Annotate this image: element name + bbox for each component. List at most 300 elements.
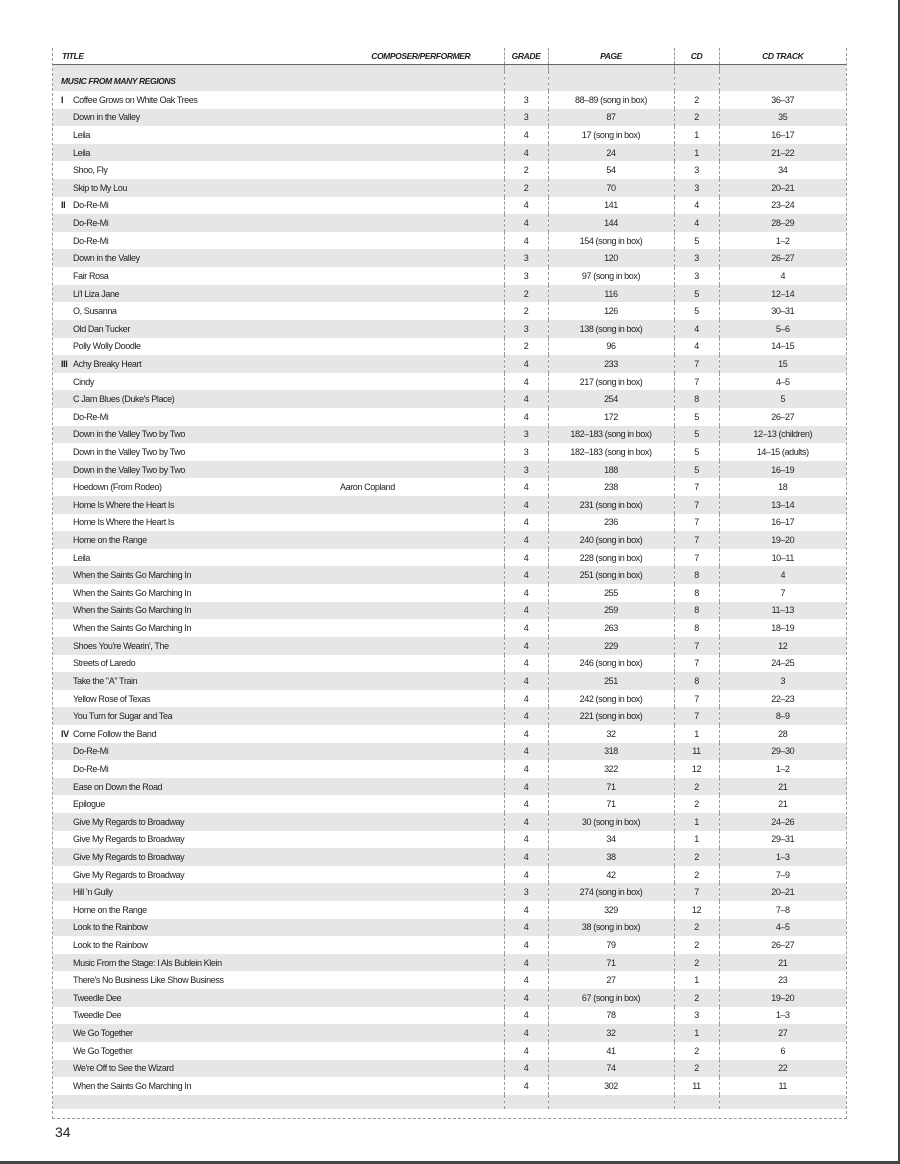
- table-row: [53, 91, 846, 109]
- song-title: C Jam Blues (Duke's Place): [73, 394, 175, 405]
- col-header-composer: COMPOSER/PERFORMER: [338, 48, 504, 65]
- unit-label: IV: [61, 728, 69, 739]
- grade-cell: 4: [504, 496, 548, 514]
- title-cell: [53, 760, 338, 778]
- table-row: [53, 619, 846, 637]
- page-cell: 67 (song in box): [548, 989, 674, 1007]
- song-title: Give My Regards to Broadway: [73, 816, 185, 827]
- table-row: [53, 954, 846, 972]
- title-cell: [53, 91, 338, 109]
- title-cell: [53, 725, 338, 743]
- page-cell: 74: [548, 1060, 674, 1078]
- cd-cell: 8: [674, 672, 719, 690]
- cd-track-cell: 18–19: [719, 619, 846, 637]
- song-title: Home Is Where the Heart Is: [73, 499, 175, 510]
- cd-cell: 11: [674, 1077, 719, 1095]
- table-row: [53, 302, 846, 320]
- composer-cell: [338, 989, 504, 1007]
- grade-cell: 2: [504, 179, 548, 197]
- cd-track-cell: 5–6: [719, 320, 846, 338]
- song-title: Home Is Where the Heart Is: [73, 517, 175, 528]
- composer-cell: [338, 390, 504, 408]
- composer-cell: [338, 214, 504, 232]
- page-cell: 144: [548, 214, 674, 232]
- page-cell: 221 (song in box): [548, 707, 674, 725]
- title-cell: [53, 126, 338, 144]
- col-header-title: TITLE: [53, 48, 338, 65]
- title-cell: [53, 901, 338, 919]
- title-cell: [53, 549, 338, 567]
- title-cell: [53, 285, 338, 303]
- grade-cell: 4: [504, 408, 548, 426]
- song-title: Do-Re-Mi: [73, 746, 109, 757]
- table-row: [53, 566, 846, 584]
- table-row: [53, 971, 846, 989]
- cd-cell: 4: [674, 214, 719, 232]
- composer-cell: [338, 144, 504, 162]
- cd-track-cell: 4: [719, 566, 846, 584]
- table-row: [53, 373, 846, 391]
- table-row: [53, 989, 846, 1007]
- composer-cell: [338, 795, 504, 813]
- unit-label: II: [61, 200, 66, 211]
- song-title: Old Dan Tucker: [73, 323, 130, 334]
- grade-cell: 4: [504, 531, 548, 549]
- page-cell: 71: [548, 778, 674, 796]
- composer-cell: [338, 373, 504, 391]
- title-cell: [53, 778, 338, 796]
- page-cell: 254: [548, 390, 674, 408]
- cd-track-cell: 19–20: [719, 989, 846, 1007]
- song-title: Give My Regards to Broadway: [73, 834, 185, 845]
- cd-cell: 11: [674, 743, 719, 761]
- grade-cell: 4: [504, 1042, 548, 1060]
- page-cell: 240 (song in box): [548, 531, 674, 549]
- cd-cell: 8: [674, 390, 719, 408]
- title-cell: [53, 514, 338, 532]
- cd-cell: 3: [674, 161, 719, 179]
- page-cell: 38 (song in box): [548, 919, 674, 937]
- title-cell: [53, 249, 338, 267]
- title-cell: [53, 320, 338, 338]
- table-row: [53, 144, 846, 162]
- page-cell: 96: [548, 338, 674, 356]
- cd-cell: 5: [674, 461, 719, 479]
- table-row: [53, 478, 846, 496]
- cd-cell: 2: [674, 919, 719, 937]
- grade-cell: 4: [504, 566, 548, 584]
- composer-cell: [338, 302, 504, 320]
- grade-cell: 4: [504, 144, 548, 162]
- song-title: When the Saints Go Marching In: [73, 605, 192, 616]
- composer-cell: [338, 91, 504, 109]
- table-row: [53, 232, 846, 250]
- composer-cell: [338, 285, 504, 303]
- song-title: Give My Regards to Broadway: [73, 852, 185, 862]
- table-row: [53, 795, 846, 813]
- table-row: [53, 338, 846, 356]
- cd-track-cell: 1–2: [719, 232, 846, 250]
- grade-cell: 4: [504, 1060, 548, 1078]
- title-cell: [53, 179, 338, 197]
- composer-cell: [338, 831, 504, 849]
- composer-cell: [338, 1024, 504, 1042]
- title-cell: [53, 566, 338, 584]
- cd-cell: 5: [674, 408, 719, 426]
- title-cell: [53, 1077, 338, 1095]
- table-row: [53, 285, 846, 303]
- table-row: [53, 813, 846, 831]
- cd-cell: 1: [674, 831, 719, 849]
- page-cell: 38: [548, 848, 674, 866]
- cd-track-cell: 1–3: [719, 1007, 846, 1025]
- grade-cell: 4: [504, 549, 548, 567]
- grade-cell: 4: [504, 760, 548, 778]
- page-cell: 229: [548, 637, 674, 655]
- cd-cell: 1: [674, 126, 719, 144]
- grade-cell: 4: [504, 619, 548, 637]
- page-cell: 116: [548, 285, 674, 303]
- song-title: Fair Rosa: [73, 270, 109, 281]
- title-cell: [53, 866, 338, 884]
- song-title: We Go Together: [73, 1045, 133, 1056]
- cd-track-cell: 21: [719, 954, 846, 972]
- composer-cell: [338, 760, 504, 778]
- grade-cell: 4: [504, 813, 548, 831]
- composer-cell: [338, 637, 504, 655]
- cd-track-cell: 21–22: [719, 144, 846, 162]
- unit-label: III: [61, 358, 68, 369]
- table-row: [53, 355, 846, 373]
- table-frame: [52, 48, 847, 1119]
- cd-track-cell: 21: [719, 778, 846, 796]
- table-row: [53, 707, 846, 725]
- header-row: [53, 48, 846, 65]
- cd-track-cell: 28: [719, 725, 846, 743]
- cd-track-cell: 16–17: [719, 514, 846, 532]
- cd-track-cell: 20–21: [719, 179, 846, 197]
- cd-track-cell: 4–5: [719, 373, 846, 391]
- table-row: [53, 109, 846, 127]
- table-row: [53, 1060, 846, 1078]
- grade-cell: 3: [504, 109, 548, 127]
- composer-cell: [338, 813, 504, 831]
- song-title: Home on the Range: [73, 904, 147, 915]
- table-row: [53, 866, 846, 884]
- cd-track-cell: 14–15: [719, 338, 846, 356]
- cd-cell: 1: [674, 813, 719, 831]
- composer-cell: [338, 672, 504, 690]
- table-row: [53, 690, 846, 708]
- title-cell: [53, 919, 338, 937]
- table-row: [53, 531, 846, 549]
- cd-cell: 2: [674, 848, 719, 866]
- cd-track-cell: 19–20: [719, 531, 846, 549]
- grade-cell: 4: [504, 866, 548, 884]
- grade-cell: 4: [504, 831, 548, 849]
- cd-cell: 7: [674, 549, 719, 567]
- composer-cell: [338, 232, 504, 250]
- song-title: Look to the Rainbow: [73, 922, 148, 933]
- page-cell: 263: [548, 619, 674, 637]
- table-row: [53, 883, 846, 901]
- composer-cell: [338, 267, 504, 285]
- cd-track-cell: 8–9: [719, 707, 846, 725]
- page-cell: 141: [548, 197, 674, 215]
- composer-cell: [338, 566, 504, 584]
- cd-track-cell: 20–21: [719, 883, 846, 901]
- song-title: Down in the Valley Two by Two: [73, 446, 185, 457]
- cd-track-cell: 12–14: [719, 285, 846, 303]
- grade-cell: 4: [504, 655, 548, 673]
- cd-track-cell: 35: [719, 109, 846, 127]
- title-cell: [53, 338, 338, 356]
- cd-cell: 7: [674, 373, 719, 391]
- cd-cell: 3: [674, 249, 719, 267]
- cd-track-cell: 7–9: [719, 866, 846, 884]
- composer-cell: [338, 179, 504, 197]
- song-title: Down in the Valley Two by Two: [73, 464, 185, 475]
- grade-cell: 4: [504, 954, 548, 972]
- composer-cell: [338, 936, 504, 954]
- song-title: When the Saints Go Marching In: [73, 570, 192, 581]
- song-title: Shoo, Fly: [73, 165, 108, 176]
- song-title: Leila: [73, 130, 91, 141]
- cd-track-cell: 26–27: [719, 408, 846, 426]
- unit-label: I: [61, 94, 64, 105]
- cd-cell: 2: [674, 91, 719, 109]
- table-row: [53, 1077, 846, 1095]
- table-row: [53, 214, 846, 232]
- page-cell: 259: [548, 602, 674, 620]
- title-cell: [53, 144, 338, 162]
- cd-cell: 3: [674, 179, 719, 197]
- table-row: [53, 496, 846, 514]
- title-cell: [53, 619, 338, 637]
- col-header-cd-track: CD TRACK: [719, 48, 846, 65]
- page-cell: 24: [548, 144, 674, 162]
- title-cell: [53, 602, 338, 620]
- table-row: [53, 443, 846, 461]
- song-title: Down in the Valley: [73, 253, 140, 264]
- title-cell: [53, 1060, 338, 1078]
- grade-cell: 4: [504, 355, 548, 373]
- cd-track-cell: 27: [719, 1024, 846, 1042]
- cd-cell: 4: [674, 197, 719, 215]
- composer-cell: [338, 443, 504, 461]
- cd-track-cell: 24–25: [719, 655, 846, 673]
- song-title: Down in the Valley: [73, 112, 140, 123]
- table-row: [53, 919, 846, 937]
- cd-cell: 2: [674, 989, 719, 1007]
- grade-cell: 2: [504, 285, 548, 303]
- song-title: Tweedle Dee: [73, 992, 122, 1003]
- cd-cell: 1: [674, 971, 719, 989]
- song-title: You Turn for Sugar and Tea: [73, 711, 173, 722]
- grade-cell: 3: [504, 426, 548, 444]
- title-cell: [53, 883, 338, 901]
- cd-cell: 7: [674, 496, 719, 514]
- title-cell: [53, 373, 338, 391]
- page-cell: 242 (song in box): [548, 690, 674, 708]
- composer-cell: [338, 161, 504, 179]
- title-cell: [53, 1007, 338, 1025]
- song-title: We Go Together: [73, 1028, 133, 1039]
- grade-cell: 3: [504, 91, 548, 109]
- grade-cell: 4: [504, 743, 548, 761]
- table-row: [53, 901, 846, 919]
- composer-cell: [338, 743, 504, 761]
- cd-track-cell: 15: [719, 355, 846, 373]
- title-cell: [53, 813, 338, 831]
- cd-track-cell: 26–27: [719, 249, 846, 267]
- title-cell: [53, 426, 338, 444]
- page-cell: 154 (song in box): [548, 232, 674, 250]
- title-cell: [53, 848, 338, 866]
- song-title: When the Saints Go Marching In: [73, 587, 192, 598]
- page-cell: 88–89 (song in box): [548, 91, 674, 109]
- grade-cell: 4: [504, 637, 548, 655]
- page-cell: 322: [548, 760, 674, 778]
- grade-cell: 4: [504, 214, 548, 232]
- cd-cell: 5: [674, 232, 719, 250]
- song-title: Home on the Range: [73, 535, 147, 546]
- song-title: We're Off to See the Wizard: [73, 1063, 174, 1074]
- cd-cell: 1: [674, 725, 719, 743]
- song-title: Hoedown (From Rodeo): [73, 482, 162, 493]
- grade-cell: 2: [504, 338, 548, 356]
- page-cell: 251 (song in box): [548, 566, 674, 584]
- cd-cell: 3: [674, 1007, 719, 1025]
- composer-cell: [338, 725, 504, 743]
- cd-cell: 2: [674, 866, 719, 884]
- cd-cell: 1: [674, 144, 719, 162]
- cd-track-cell: 12: [719, 637, 846, 655]
- title-cell: [53, 690, 338, 708]
- cd-track-cell: 4–5: [719, 919, 846, 937]
- table-row: [53, 848, 846, 866]
- page-cell: 78: [548, 1007, 674, 1025]
- cd-cell: 4: [674, 338, 719, 356]
- cd-cell: 7: [674, 531, 719, 549]
- song-title: O, Susanna: [73, 306, 117, 317]
- cd-track-cell: 24–26: [719, 813, 846, 831]
- table-row: [53, 549, 846, 567]
- cd-cell: 2: [674, 936, 719, 954]
- composer-cell: [338, 901, 504, 919]
- cd-cell: 7: [674, 637, 719, 655]
- song-title: Achy Breaky Heart: [73, 358, 142, 369]
- composer-cell: [338, 126, 504, 144]
- grade-cell: 3: [504, 320, 548, 338]
- composer-cell: [338, 707, 504, 725]
- page-cell: 34: [548, 831, 674, 849]
- title-cell: [53, 795, 338, 813]
- grade-cell: 4: [504, 390, 548, 408]
- song-title: Hill 'n Gully: [73, 887, 113, 898]
- page-cell: 236: [548, 514, 674, 532]
- title-cell: [53, 302, 338, 320]
- composer-cell: [338, 461, 504, 479]
- cd-cell: 7: [674, 355, 719, 373]
- cd-track-cell: 30–31: [719, 302, 846, 320]
- title-cell: [53, 584, 338, 602]
- title-cell: [53, 936, 338, 954]
- cd-cell: 1: [674, 1024, 719, 1042]
- table-row: [53, 760, 846, 778]
- cd-track-cell: 1–3: [719, 848, 846, 866]
- page-cell: 41: [548, 1042, 674, 1060]
- composer-cell: [338, 602, 504, 620]
- page-cell: 27: [548, 971, 674, 989]
- song-title: Do-Re-Mi: [73, 235, 109, 246]
- grade-cell: 4: [504, 514, 548, 532]
- song-title: There's No Business Like Show Business: [73, 975, 224, 986]
- grade-cell: 3: [504, 249, 548, 267]
- grade-cell: 4: [504, 1007, 548, 1025]
- cd-track-cell: 34: [719, 161, 846, 179]
- cd-cell: 12: [674, 901, 719, 919]
- cd-cell: 2: [674, 1060, 719, 1078]
- title-cell: [53, 109, 338, 127]
- grade-cell: 2: [504, 161, 548, 179]
- grade-cell: 4: [504, 919, 548, 937]
- song-title: Leila: [73, 147, 91, 158]
- spacer-row: [53, 1095, 846, 1109]
- col-header-page: PAGE: [548, 48, 674, 65]
- grade-cell: 4: [504, 707, 548, 725]
- cd-cell: 5: [674, 443, 719, 461]
- cd-track-cell: 7: [719, 584, 846, 602]
- cd-track-cell: 29–31: [719, 831, 846, 849]
- grade-cell: 3: [504, 443, 548, 461]
- composer-cell: [338, 584, 504, 602]
- cd-track-cell: 22: [719, 1060, 846, 1078]
- composer-cell: [338, 197, 504, 215]
- cd-cell: 7: [674, 690, 719, 708]
- composer-cell: [338, 320, 504, 338]
- title-cell: [53, 531, 338, 549]
- grade-cell: 4: [504, 584, 548, 602]
- song-title: Come Follow the Band: [73, 728, 157, 739]
- composer-cell: [338, 1060, 504, 1078]
- table-row: [53, 320, 846, 338]
- composer-cell: [338, 408, 504, 426]
- composer-cell: Aaron Copland: [340, 482, 395, 493]
- song-title: Look to the Rainbow: [73, 940, 148, 951]
- page-cell: 217 (song in box): [548, 373, 674, 391]
- table-row: [53, 1042, 846, 1060]
- page-cell: 87: [548, 109, 674, 127]
- table-row: [53, 1024, 846, 1042]
- grade-cell: 4: [504, 795, 548, 813]
- page-cell: 120: [548, 249, 674, 267]
- song-title: When the Saints Go Marching In: [73, 623, 192, 634]
- composer-cell: [338, 355, 504, 373]
- composer-cell: [338, 848, 504, 866]
- cd-track-cell: 7–8: [719, 901, 846, 919]
- cd-track-cell: 23–24: [719, 197, 846, 215]
- song-title: Cindy: [73, 376, 95, 387]
- table-row: [53, 267, 846, 285]
- table-body: [53, 65, 846, 1109]
- title-cell: [53, 971, 338, 989]
- page-cell: 246 (song in box): [548, 655, 674, 673]
- composer-cell: [338, 954, 504, 972]
- song-title: Do-Re-Mi: [73, 763, 109, 774]
- cd-cell: 2: [674, 778, 719, 796]
- composer-cell: [338, 1042, 504, 1060]
